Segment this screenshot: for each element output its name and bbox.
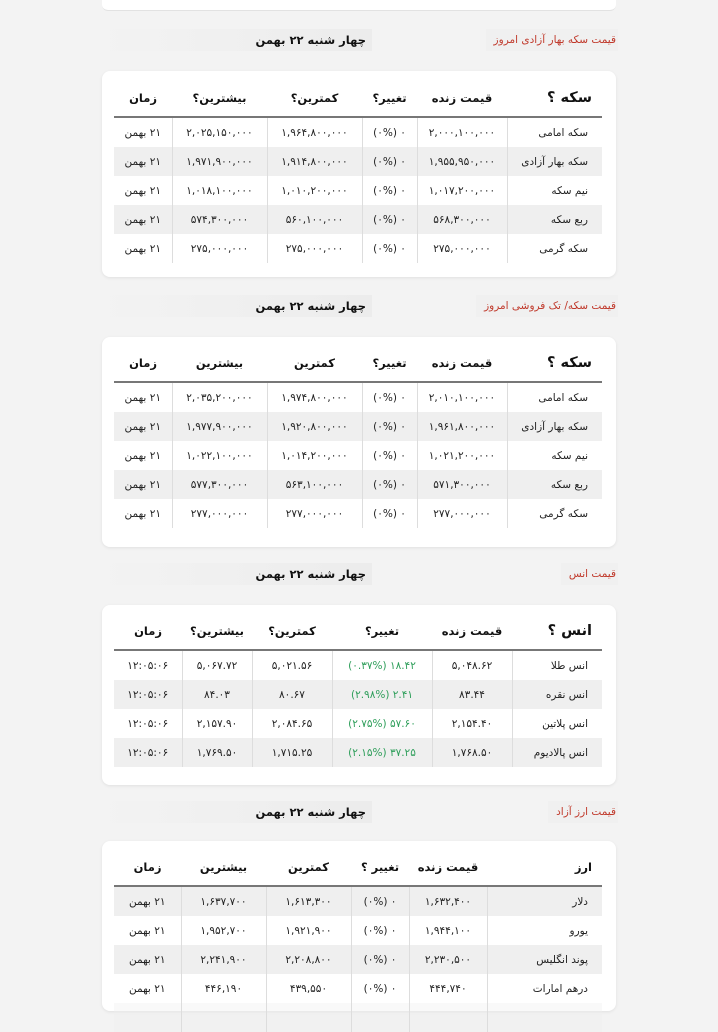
cell: ۱,۶۱۳,۳۰۰ <box>266 886 351 916</box>
cell: ۲۱ بهمن <box>114 945 181 974</box>
cell: ۱,۷۶۸.۵۰ <box>432 738 512 767</box>
cell: ۱,۹۴۴,۱۰۰ <box>409 916 487 945</box>
col-header: بیشترین <box>181 849 266 886</box>
cell: ۲۱ بهمن <box>129 924 166 937</box>
cell: ۱,۹۷۱,۹۰۰,۰۰۰ <box>172 147 267 176</box>
cell: ۲۱ بهمن <box>114 412 172 441</box>
table-row <box>114 916 602 945</box>
cell: ۱,۰۲۲,۱۰۰,۰۰۰ <box>172 441 267 470</box>
cell: ۲۱ بهمن <box>114 470 172 499</box>
cell: ۱,۰۱۴,۲۰۰,۰۰۰ <box>267 441 362 470</box>
cell: ۵۷.۶۰ (۲.۷۵%) <box>332 709 432 738</box>
cell: سکه امامی <box>507 382 602 412</box>
table-row <box>114 117 602 147</box>
section-header <box>100 29 618 51</box>
cell: ۲۷۷,۰۰۰,۰۰۰ <box>417 499 507 528</box>
table-row <box>114 680 602 709</box>
cell: ۲,۲۴۱,۹۰۰ <box>181 945 266 974</box>
price-card <box>102 337 616 547</box>
cell: ۲۱ بهمن <box>124 184 161 197</box>
col-header: کمترین <box>266 849 351 886</box>
table-row <box>114 945 602 974</box>
section-title[interactable]: قیمت ارز آزاد <box>548 801 618 823</box>
cell: ۵۶۰,۱۰۰,۰۰۰ <box>267 205 362 234</box>
cell: ۱,۹۷۷,۹۰۰,۰۰۰ <box>172 412 267 441</box>
col-header: زمان <box>114 849 181 886</box>
cell <box>351 1003 409 1032</box>
cell: ۲,۲۳۰,۵۰۰ <box>409 945 487 974</box>
cell: ۵۶۸,۳۰۰,۰۰۰ <box>417 205 507 234</box>
col-header[interactable]: تغییر ؟ <box>351 849 409 886</box>
cell: ۲,۲۰۸,۸۰۰ <box>266 945 351 974</box>
table-row <box>114 176 602 205</box>
table-row <box>114 886 602 916</box>
cell: ۱۸.۴۲ (۰.۳۷%) <box>332 650 432 680</box>
cell: ۱۲:۰۵:۰۶ <box>127 717 169 730</box>
cell <box>114 1003 181 1032</box>
price-table <box>114 849 602 1032</box>
price-card <box>102 605 616 785</box>
cell: ۵,۰۴۸.۶۲ <box>432 650 512 680</box>
cell: ربع سکه <box>507 205 602 234</box>
cell: ۱,۰۱۸,۱۰۰,۰۰۰ <box>172 176 267 205</box>
cell: ۱۲:۰۵:۰۶ <box>114 738 182 767</box>
cell: ۱,۷۱۵.۲۵ <box>252 738 332 767</box>
cell: ۱,۹۲۰,۸۰۰,۰۰۰ <box>267 412 362 441</box>
cell: ۲۱ بهمن <box>124 126 161 139</box>
cell: انس پالادیوم <box>512 738 602 767</box>
cell: ۵۷۱,۳۰۰,۰۰۰ <box>417 470 507 499</box>
section-date: چهار شنبه ۲۲ بهمن <box>100 29 372 51</box>
col-header[interactable]: سکه ؟ <box>507 80 602 117</box>
col-header[interactable]: تغییر؟ <box>362 80 417 117</box>
price-card <box>102 71 616 277</box>
cell: ۱,۹۶۱,۸۰۰,۰۰۰ <box>417 412 507 441</box>
cell: ۱۲:۰۵:۰۶ <box>114 680 182 709</box>
cell: ۸۴.۰۳ <box>182 680 252 709</box>
cell: درهم امارات <box>487 974 602 1003</box>
cell: ۰ (۰%) <box>362 441 417 470</box>
table-row <box>114 382 602 412</box>
col-header[interactable]: سکه ؟ <box>507 345 602 382</box>
cell: ۰ (۰%) <box>362 117 417 147</box>
cell <box>487 1003 602 1032</box>
cell: ۲۷۵,۰۰۰,۰۰۰ <box>172 234 267 263</box>
cell: ۲,۰۲۵,۱۵۰,۰۰۰ <box>172 117 267 147</box>
col-header: ارز <box>487 849 602 886</box>
cell: ۰ (۰%) <box>351 886 409 916</box>
col-header[interactable]: تغییر؟ <box>362 345 417 382</box>
cell: سکه گرمی <box>507 499 602 528</box>
cell: ۱,۶۳۲,۴۰۰ <box>409 886 487 916</box>
cell: ۴۳۹,۵۵۰ <box>266 974 351 1003</box>
section-coin-bahar <box>100 29 618 255</box>
cell: ۰ (۰%) <box>362 499 417 528</box>
col-header: زمان <box>114 80 172 117</box>
col-header: کمترین <box>267 345 362 382</box>
cell: انس نقره <box>512 680 602 709</box>
cell: سکه گرمی <box>507 234 602 263</box>
cell: ۸۰.۶۷ <box>252 680 332 709</box>
cell: ۵۷۴,۳۰۰,۰۰۰ <box>172 205 267 234</box>
price-table <box>114 613 602 767</box>
cell: سکه امامی <box>507 117 602 147</box>
cell: یورو <box>487 916 602 945</box>
cell: ۲۷۵,۰۰۰,۰۰۰ <box>267 234 362 263</box>
cell: ۲۱ بهمن <box>124 391 161 404</box>
cell: ۲۱ بهمن <box>124 507 161 520</box>
col-header: قیمت زنده <box>417 345 507 382</box>
cell: ۰ (۰%) <box>362 412 417 441</box>
cell: ۱,۷۶۹.۵۰ <box>182 738 252 767</box>
col-header[interactable]: انس ؟ <box>512 613 602 650</box>
cell: ۰ (۰%) <box>362 205 417 234</box>
table-row <box>114 234 602 263</box>
cell: ۰ (۰%) <box>362 176 417 205</box>
cell: ۰ (۰%) <box>362 470 417 499</box>
cell: ۲۱ بهمن <box>114 147 172 176</box>
section-coin-single <box>100 295 618 520</box>
cell: انس طلا <box>512 650 602 680</box>
section-date: چهار شنبه ۲۲ بهمن <box>100 563 372 585</box>
cell: ۲۷۷,۰۰۰,۰۰۰ <box>172 499 267 528</box>
cell: ۲۱ بهمن <box>114 205 172 234</box>
table-row <box>114 738 602 767</box>
table-header-row <box>114 80 602 117</box>
cell <box>266 1003 351 1032</box>
cell: سکه بهار آزادی <box>507 412 602 441</box>
section-date: چهار شنبه ۲۲ بهمن <box>100 295 372 317</box>
cell: ۲.۴۱ (۲.۹۸%) <box>332 680 432 709</box>
cell: ۰ (۰%) <box>362 147 417 176</box>
table-row <box>114 441 602 470</box>
cell: ۲۷۵,۰۰۰,۰۰۰ <box>417 234 507 263</box>
cell: ۲۱ بهمن <box>129 982 166 995</box>
section-title[interactable]: قیمت انس <box>561 563 618 585</box>
cell: ۱,۹۲۱,۹۰۰ <box>266 916 351 945</box>
cell: ۲,۰۱۰,۱۰۰,۰۰۰ <box>417 382 507 412</box>
table-header-row <box>114 345 602 382</box>
cell: ۵۷۷,۳۰۰,۰۰۰ <box>172 470 267 499</box>
cell: ۱,۹۶۴,۸۰۰,۰۰۰ <box>267 117 362 147</box>
col-header: بیشترین <box>172 345 267 382</box>
table-row <box>114 499 602 528</box>
cell: ۵,۰۶۷.۷۲ <box>182 650 252 680</box>
col-header: قیمت زنده <box>432 613 512 650</box>
col-header: زمان <box>114 613 182 650</box>
table-row <box>114 470 602 499</box>
section-title[interactable]: قیمت سکه بهار آزادی امروز <box>486 29 618 51</box>
cell: ۰ (۰%) <box>362 382 417 412</box>
cell: ۰ (۰%) <box>351 945 409 974</box>
table-row <box>114 974 602 1003</box>
cell: ۲,۰۰۰,۱۰۰,۰۰۰ <box>417 117 507 147</box>
price-card <box>102 841 616 1011</box>
col-header[interactable]: کمترین؟ <box>267 80 362 117</box>
col-header[interactable]: تغییر؟ <box>332 613 432 650</box>
col-header: زمان <box>114 345 172 382</box>
cell: ۱,۹۷۴,۸۰۰,۰۰۰ <box>267 382 362 412</box>
cell: ۲,۰۳۵,۲۰۰,۰۰۰ <box>172 382 267 412</box>
cell: ۲۱ بهمن <box>114 886 181 916</box>
cell: انس پلاتین <box>512 709 602 738</box>
section-title[interactable]: قیمت سکه/ تک فروشی امروز <box>476 295 618 317</box>
section-header <box>100 563 618 585</box>
cell: نیم سکه <box>507 441 602 470</box>
cell: نیم سکه <box>507 176 602 205</box>
col-header[interactable]: بیشترین؟ <box>182 613 252 650</box>
price-table <box>114 345 602 528</box>
table-header-row <box>114 849 602 886</box>
cell: ۲۱ بهمن <box>124 242 161 255</box>
cell: ۴۴۴,۷۴۰ <box>409 974 487 1003</box>
cell: ۲۱ بهمن <box>124 449 161 462</box>
cell: پوند انگلیس <box>487 945 602 974</box>
cell: ۳۷.۲۵ (۲.۱۵%) <box>332 738 432 767</box>
cell: ۲۷۷,۰۰۰,۰۰۰ <box>267 499 362 528</box>
cell: ۱۲:۰۵:۰۶ <box>127 659 169 672</box>
cell: ۱,۰۱۰,۲۰۰,۰۰۰ <box>267 176 362 205</box>
cell: ۰ (۰%) <box>351 916 409 945</box>
cell: ۱,۰۲۱,۲۰۰,۰۰۰ <box>417 441 507 470</box>
col-header: قیمت زنده <box>417 80 507 117</box>
cell: ۲,۰۸۴.۶۵ <box>252 709 332 738</box>
table-header-row <box>114 613 602 650</box>
cell: ۱,۰۱۷,۲۰۰,۰۰۰ <box>417 176 507 205</box>
cell: ۱,۹۵۲,۷۰۰ <box>181 916 266 945</box>
table-row-partial <box>114 1003 602 1032</box>
cell: ۵,۰۲۱.۵۶ <box>252 650 332 680</box>
cell: ۲,۱۵۷.۹۰ <box>182 709 252 738</box>
cell: ۲,۱۵۴.۴۰ <box>432 709 512 738</box>
cell: ۱,۹۱۴,۸۰۰,۰۰۰ <box>267 147 362 176</box>
table-row <box>114 709 602 738</box>
price-table <box>114 80 602 263</box>
cell: ۸۳.۴۴ <box>432 680 512 709</box>
section-date: چهار شنبه ۲۲ بهمن <box>100 801 372 823</box>
cell: ۵۶۳,۱۰۰,۰۰۰ <box>267 470 362 499</box>
cell: ۱,۶۳۷,۷۰۰ <box>181 886 266 916</box>
cell: ربع سکه <box>507 470 602 499</box>
section-header <box>100 801 618 823</box>
cell: ۰ (۰%) <box>351 974 409 1003</box>
previous-card-edge <box>102 0 616 11</box>
section-ounce <box>100 563 618 759</box>
col-header[interactable]: کمترین؟ <box>252 613 332 650</box>
section-header <box>100 295 618 317</box>
col-header: قیمت زنده <box>409 849 487 886</box>
table-row <box>114 412 602 441</box>
cell: سکه بهار آزادی <box>507 147 602 176</box>
col-header[interactable]: بیشترین؟ <box>172 80 267 117</box>
table-row <box>114 147 602 176</box>
cell: ۰ (۰%) <box>362 234 417 263</box>
cell <box>409 1003 487 1032</box>
cell <box>181 1003 266 1032</box>
section-currency <box>100 801 618 995</box>
cell: ۱,۹۵۵,۹۵۰,۰۰۰ <box>417 147 507 176</box>
table-row <box>114 650 602 680</box>
cell: ۴۴۶,۱۹۰ <box>181 974 266 1003</box>
table-row <box>114 205 602 234</box>
cell: دلار <box>487 886 602 916</box>
